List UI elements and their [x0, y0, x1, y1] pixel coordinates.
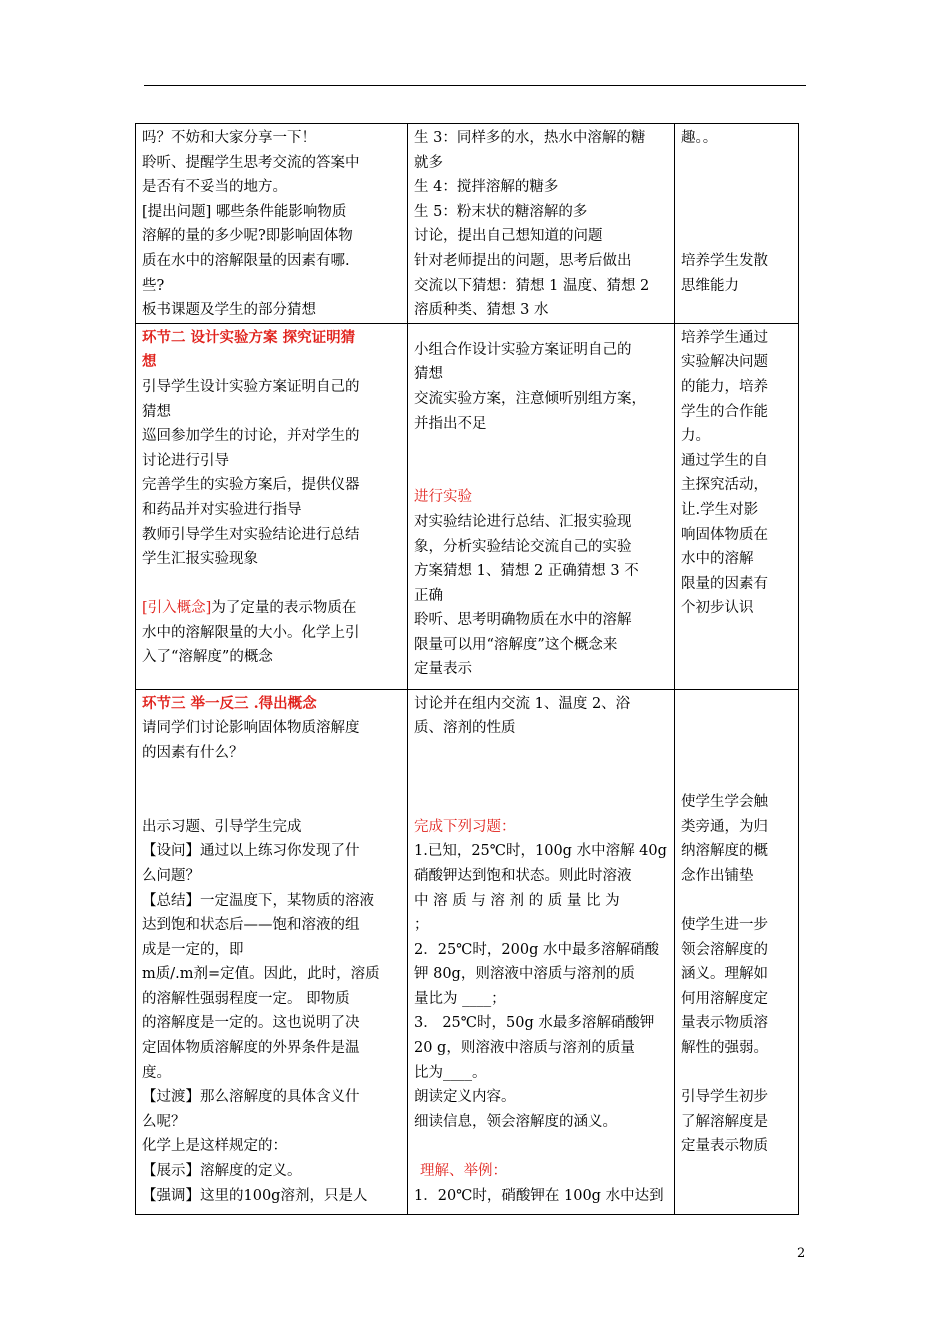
text-line: 和药品并对实验进行指导 [142, 501, 302, 518]
spacer [414, 1134, 668, 1159]
text-line: 1.已知，25℃时，100g 水中溶解 40g [414, 843, 667, 860]
text-line: 针对老师提出的问题，思考后做出 [414, 252, 632, 269]
text-line: 讨论进行引导 [142, 452, 229, 469]
text-line: 质、溶剂的性质 [414, 720, 516, 737]
text-line: 么呢？ [142, 1113, 186, 1130]
teacher-activity-cell [136, 323, 408, 689]
text-line: 么问题？ [142, 867, 200, 884]
text-line: 水中的溶解 [681, 551, 754, 568]
example-heading: 理解、举例： [420, 1163, 507, 1180]
text-line: 朗读定义内容。 [414, 1089, 516, 1106]
text-line: 交流以下猜想：猜想 1 温度、猜想 2 [414, 277, 650, 294]
text-line: 并指出不足 [414, 415, 487, 432]
text-line: 【过渡】那么溶解度的具体含义什 [142, 1089, 360, 1106]
text-line: 就多 [414, 154, 443, 171]
concept-intro-line [142, 596, 401, 621]
text-line: 聆听、提醒学生思考交流的答案中 [142, 154, 360, 171]
text-line: 【展示】溶解度的定义。 [142, 1163, 302, 1180]
text-line: 【总结】一定温度下，某物质的溶液 [142, 892, 374, 909]
text-line: 吗？不妨和大家分享一下！ [142, 130, 316, 146]
spacer [681, 766, 792, 791]
student-activity-cell [408, 124, 675, 324]
lesson-plan-table [135, 123, 799, 1215]
design-intent-cell [675, 689, 799, 1214]
text-line: 猜想 [142, 403, 171, 420]
table-row-section-three [136, 689, 799, 1214]
spacer [414, 790, 668, 815]
text-line: 完善学生的实验方案后，提供仪器 [142, 477, 360, 494]
text-line: 引导学生设计实验方案证明自己的 [142, 378, 360, 395]
text-line: 3． 25℃时，50g 水最多溶解硝酸钾 [414, 1015, 655, 1032]
text-line: 的溶解性强弱程度一定。 即物质 [142, 990, 350, 1007]
text-line: 领会溶解度的 [681, 941, 768, 958]
text-line: [提出问题] 哪些条件能影响物质 [142, 203, 347, 220]
text-line: 限量的因素有 [681, 575, 768, 592]
text-line: 个初步认识 [681, 600, 754, 617]
text-line: 硝酸钾达到饱和状态。则此时溶液 [414, 867, 632, 884]
text-line: 中 溶 质 与 溶 剂 的 质 量 比 为 [414, 892, 620, 909]
text-line: 念作出铺垫 [681, 867, 754, 884]
text-line: 限量可以用“溶解度”这个概念来 [414, 636, 618, 653]
header-rule [144, 85, 806, 86]
text-line: 【设问】通过以上练习你发现了什 [142, 843, 360, 860]
text-line: 对实验结论进行总结、汇报实验现 [414, 513, 632, 530]
text-line: 量比为 ____； [414, 990, 506, 1007]
design-intent-cell [675, 124, 799, 324]
text-line: 培养学生发散 [681, 252, 768, 269]
text-line: 溶质种类、猜想 3 水 [414, 302, 549, 319]
text-line [681, 151, 792, 176]
text-line: 教师引导学生对实验结论进行总结 [142, 526, 360, 543]
text-line: 学生的合作能 [681, 403, 768, 420]
section-heading: 环节二 设计实验方案 探究证明猜 [142, 328, 356, 346]
text-line: 的溶解度是一定的。这也说明了决 [142, 1015, 360, 1032]
spacer [414, 461, 668, 486]
exercise-heading: 完成下列习题： [414, 818, 516, 835]
text-line: 纳溶解度的概 [681, 843, 768, 860]
text-line: 为了定量的表示物质在 [211, 600, 357, 617]
teacher-activity-cell [136, 689, 408, 1214]
text-line: 出示习题、引导学生完成 [142, 818, 302, 835]
section-heading: 环节三 举一反三 .得出概念 [142, 694, 317, 712]
text-line: 小组合作设计实验方案证明自己的 [414, 341, 632, 358]
table-row-intro [136, 124, 799, 324]
text-line: 请同学们讨论影响固体物质溶解度 [142, 720, 360, 737]
text-line: 巡回参加学生的讨论，并对学生的 [142, 428, 360, 445]
text-line: 猜想 [414, 366, 443, 383]
text-line: 些? [142, 277, 165, 294]
text-line: 使学生学会触 [681, 794, 768, 811]
text-line: 解性的强弱。 [681, 1040, 768, 1057]
spacer [142, 790, 401, 815]
text-line: 培养学生通过 [681, 329, 768, 346]
experiment-heading: 进行实验 [414, 489, 472, 506]
text-line: 引导学生初步 [681, 1089, 768, 1106]
text-line: 生 4：搅拌溶解的糖多 [414, 179, 559, 196]
text-line: 思维能力 [681, 277, 739, 294]
text-line: 主探究活动， [681, 477, 768, 494]
text-line: 达到饱和状态后——饱和溶液的组 [142, 917, 360, 934]
text-line: 溶解的量的多少呢?即影响固体物 [142, 228, 353, 245]
spacer [414, 741, 668, 766]
teacher-activity-cell [136, 124, 408, 324]
spacer [142, 766, 401, 791]
section-heading: 想 [142, 353, 157, 371]
spacer [681, 692, 792, 717]
spacer [414, 436, 668, 461]
text-line: 趣。。 [681, 130, 718, 146]
text-line: 【强调】这里的100g溶剂，只是人 [142, 1187, 368, 1204]
spacer [142, 572, 401, 597]
student-activity-cell [408, 689, 675, 1214]
text-line: 量表示物质溶 [681, 1015, 768, 1032]
text-line: 正确 [414, 587, 443, 604]
text-line: 2．25℃时，200g 水中最多溶解硝酸 [414, 941, 659, 958]
page-number: 2 [797, 1246, 806, 1261]
table-row-section-two [136, 323, 799, 689]
text-line: 实验解决问题 [681, 354, 768, 371]
text-line: 定量表示物质 [681, 1138, 768, 1155]
text-line [681, 889, 792, 914]
text-line: 是否有不妥当的地方。 [142, 179, 287, 196]
text-line: 让.学生对影 [681, 501, 759, 518]
text-line: 化学上是这样规定的： [142, 1138, 287, 1155]
spacer [414, 766, 668, 791]
text-line: 生 3：同样多的水，热水中溶解的糖 [414, 130, 646, 146]
text-line: 比为____。 [414, 1064, 487, 1081]
text-line: m质/.m剂=定值。因此，此时，溶质 [142, 966, 380, 983]
text-line: 讨论并在组内交流 1、温度 2、浴 [414, 695, 631, 712]
text-line: 了解溶解度是 [681, 1113, 768, 1130]
student-activity-cell [408, 323, 675, 689]
text-line: 的因素有什么？ [142, 744, 244, 761]
concept-label: [引入概念] [142, 600, 212, 617]
text-line [681, 200, 792, 225]
text-line: 板书课题及学生的部分猜想 [142, 302, 316, 319]
text-line: 1．20℃时，硝酸钾在 100g 水中达到 [414, 1187, 664, 1204]
text-line: 生 5：粉末状的糖溶解的多 [414, 203, 588, 220]
text-line: 钾 80g，则溶液中溶质与溶剂的质 [414, 966, 635, 983]
text-line: 聆听、思考明确物质在水中的溶解 [414, 612, 632, 629]
text-line: 涵义。理解如 [681, 966, 768, 983]
text-line: 类旁通，为归 [681, 818, 768, 835]
text-line: 的能力，培养 [681, 378, 768, 395]
text-line: 力。 [681, 428, 710, 445]
text-line: 象，分析实验结论交流自己的实验 [414, 538, 632, 555]
text-line: 水中的溶解限量的大小。化学上引 [142, 624, 360, 641]
text-line: 学生汇报实验现象 [142, 551, 258, 568]
text-line: 定固体物质溶解度的外界条件是温 [142, 1040, 360, 1057]
text-line: 度。 [142, 1064, 171, 1081]
text-line: ； [414, 917, 429, 934]
text-line: 20 g，则溶液中溶质与溶剂的质量 [414, 1040, 635, 1057]
text-line: 方案猜想 1、猜想 2 正确猜想 3 不 [414, 563, 639, 580]
text-line: 使学生进一步 [681, 917, 768, 934]
design-intent-cell [675, 323, 799, 689]
text-line: 定量表示 [414, 661, 472, 678]
spacer [681, 716, 792, 741]
text-line: 成是一定的，即 [142, 941, 244, 958]
text-line [681, 224, 792, 249]
text-line: 交流实验方案，注意倾听别组方案， [414, 390, 646, 407]
text-line [681, 175, 792, 200]
text-line: 质在水中的溶解限量的因素有哪. [142, 252, 350, 269]
text-line: 通过学生的自 [681, 452, 768, 469]
text-line: 响固体物质在 [681, 526, 768, 543]
text-line: 何用溶解度定 [681, 990, 768, 1007]
text-line: 细读信息，领会溶解度的涵义。 [414, 1113, 617, 1130]
spacer [681, 741, 792, 766]
text-line [681, 1061, 792, 1086]
text-line: 入了“溶解度”的概念 [142, 649, 273, 666]
text-line: 讨论，提出自己想知道的问题 [414, 228, 603, 245]
